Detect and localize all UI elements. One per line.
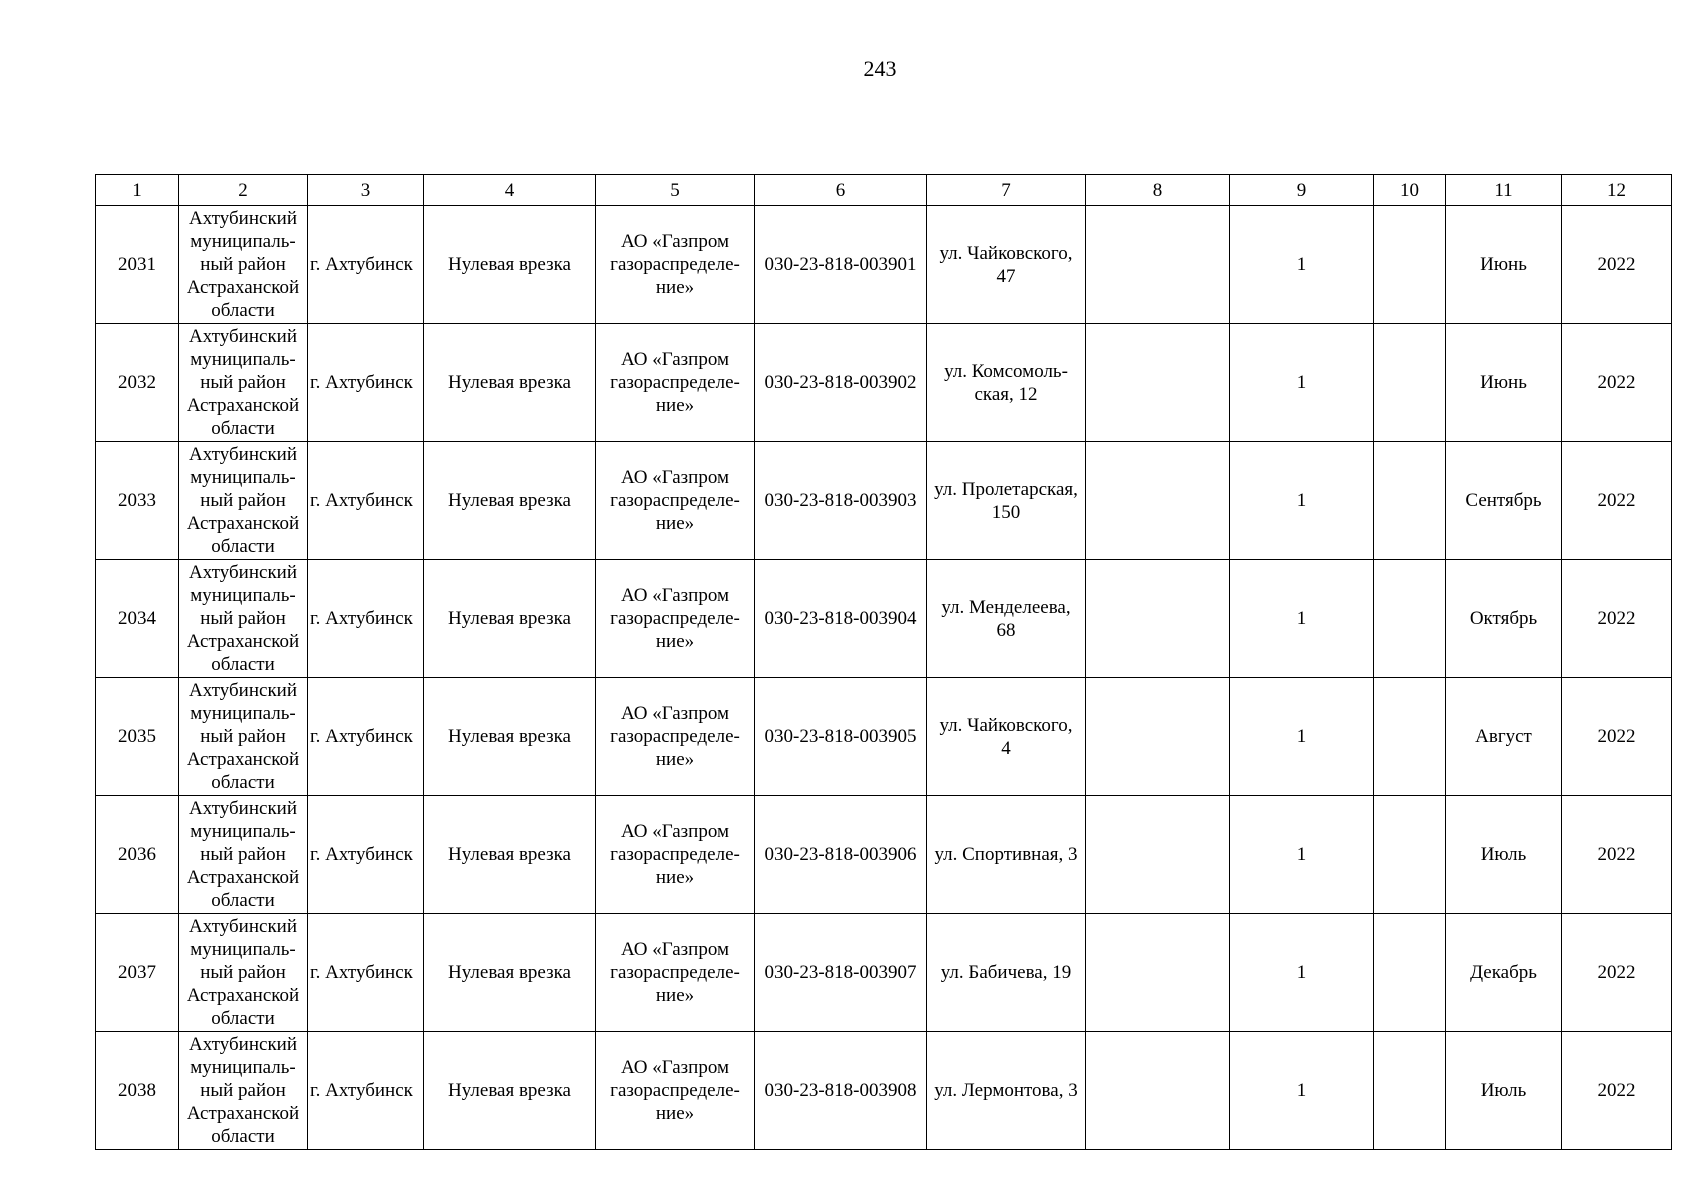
month-cell: Июнь (1446, 324, 1562, 442)
address-cell: ул. Спортивная, 3 (927, 796, 1086, 914)
table-row (96, 678, 1672, 796)
table-row (96, 206, 1672, 324)
column-header: 3 (308, 175, 424, 206)
district-cell: Ахтубинский муниципаль- ный район Астраханской области (179, 1032, 308, 1150)
work-type-cell: Нулевая врезка (424, 560, 596, 678)
column-header: 8 (1086, 175, 1230, 206)
object-code-cell: 030-23-818-003901 (755, 206, 927, 324)
organization-cell: АО «Газпром газораспределе- ние» (596, 678, 755, 796)
header-row (96, 175, 1672, 206)
quantity-cell: 1 (1230, 206, 1374, 324)
quantity-cell: 1 (1230, 678, 1374, 796)
column-header: 11 (1446, 175, 1562, 206)
organization-cell: АО «Газпром газораспределе- ние» (596, 796, 755, 914)
object-code-cell: 030-23-818-003907 (755, 914, 927, 1032)
column-header: 12 (1562, 175, 1672, 206)
work-type-cell: Нулевая врезка (424, 914, 596, 1032)
table-row (96, 796, 1672, 914)
month-cell: Октябрь (1446, 560, 1562, 678)
year-cell: 2022 (1562, 678, 1672, 796)
table-row (96, 1032, 1672, 1150)
table-row (96, 560, 1672, 678)
column-10-cell (1374, 206, 1446, 324)
work-type-cell: Нулевая врезка (424, 206, 596, 324)
object-code-cell: 030-23-818-003908 (755, 1032, 927, 1150)
address-cell: ул. Комсомоль- ская, 12 (927, 324, 1086, 442)
row-number-cell: 2037 (96, 914, 179, 1032)
column-header: 5 (596, 175, 755, 206)
table-row (96, 914, 1672, 1032)
column-8-cell (1086, 206, 1230, 324)
district-cell: Ахтубинский муниципаль- ный район Астраханской области (179, 914, 308, 1032)
row-number-cell: 2032 (96, 324, 179, 442)
column-8-cell (1086, 678, 1230, 796)
work-type-cell: Нулевая врезка (424, 442, 596, 560)
work-type-cell: Нулевая врезка (424, 678, 596, 796)
object-code-cell: 030-23-818-003904 (755, 560, 927, 678)
locality-cell: г. Ахтубинск (308, 560, 424, 678)
quantity-cell: 1 (1230, 324, 1374, 442)
column-8-cell (1086, 1032, 1230, 1150)
column-10-cell (1374, 678, 1446, 796)
district-cell: Ахтубинский муниципаль- ный район Астраханской области (179, 206, 308, 324)
month-cell: Июнь (1446, 206, 1562, 324)
column-10-cell (1374, 442, 1446, 560)
locality-cell: г. Ахтубинск (308, 678, 424, 796)
month-cell: Июль (1446, 1032, 1562, 1150)
address-cell: ул. Пролетарская, 150 (927, 442, 1086, 560)
year-cell: 2022 (1562, 796, 1672, 914)
quantity-cell: 1 (1230, 796, 1374, 914)
column-header: 6 (755, 175, 927, 206)
column-header: 10 (1374, 175, 1446, 206)
object-code-cell: 030-23-818-003906 (755, 796, 927, 914)
year-cell: 2022 (1562, 206, 1672, 324)
quantity-cell: 1 (1230, 914, 1374, 1032)
district-cell: Ахтубинский муниципаль- ный район Астраханской области (179, 324, 308, 442)
locality-cell: г. Ахтубинск (308, 442, 424, 560)
year-cell: 2022 (1562, 442, 1672, 560)
work-type-cell: Нулевая врезка (424, 1032, 596, 1150)
address-cell: ул. Менделеева, 68 (927, 560, 1086, 678)
object-code-cell: 030-23-818-003905 (755, 678, 927, 796)
column-8-cell (1086, 324, 1230, 442)
work-type-cell: Нулевая врезка (424, 796, 596, 914)
column-header: 2 (179, 175, 308, 206)
organization-cell: АО «Газпром газораспределе- ние» (596, 914, 755, 1032)
work-type-cell: Нулевая врезка (424, 324, 596, 442)
data-table (95, 174, 1672, 1150)
column-10-cell (1374, 560, 1446, 678)
column-10-cell (1374, 796, 1446, 914)
year-cell: 2022 (1562, 560, 1672, 678)
district-cell: Ахтубинский муниципаль- ный район Астраханской области (179, 678, 308, 796)
locality-cell: г. Ахтубинск (308, 1032, 424, 1150)
month-cell: Август (1446, 678, 1562, 796)
organization-cell: АО «Газпром газораспределе- ние» (596, 442, 755, 560)
year-cell: 2022 (1562, 324, 1672, 442)
month-cell: Декабрь (1446, 914, 1562, 1032)
organization-cell: АО «Газпром газораспределе- ние» (596, 1032, 755, 1150)
column-10-cell (1374, 324, 1446, 442)
address-cell: ул. Чайковского, 47 (927, 206, 1086, 324)
locality-cell: г. Ахтубинск (308, 914, 424, 1032)
row-number-cell: 2035 (96, 678, 179, 796)
object-code-cell: 030-23-818-003903 (755, 442, 927, 560)
year-cell: 2022 (1562, 1032, 1672, 1150)
year-cell: 2022 (1562, 914, 1672, 1032)
address-cell: ул. Чайковского, 4 (927, 678, 1086, 796)
row-number-cell: 2031 (96, 206, 179, 324)
column-header: 9 (1230, 175, 1374, 206)
row-number-cell: 2033 (96, 442, 179, 560)
table-row (96, 442, 1672, 560)
district-cell: Ахтубинский муниципаль- ный район Астраханской области (179, 560, 308, 678)
column-10-cell (1374, 914, 1446, 1032)
column-8-cell (1086, 442, 1230, 560)
month-cell: Сентябрь (1446, 442, 1562, 560)
object-code-cell: 030-23-818-003902 (755, 324, 927, 442)
row-number-cell: 2038 (96, 1032, 179, 1150)
locality-cell: г. Ахтубинск (308, 324, 424, 442)
page-number: 243 (863, 56, 897, 81)
district-cell: Ахтубинский муниципаль- ный район Астраханской области (179, 796, 308, 914)
column-header: 7 (927, 175, 1086, 206)
address-cell: ул. Лермонтова, 3 (927, 1032, 1086, 1150)
column-10-cell (1374, 1032, 1446, 1150)
organization-cell: АО «Газпром газораспределе- ние» (596, 206, 755, 324)
column-header: 1 (96, 175, 179, 206)
quantity-cell: 1 (1230, 1032, 1374, 1150)
column-8-cell (1086, 560, 1230, 678)
locality-cell: г. Ахтубинск (308, 206, 424, 324)
organization-cell: АО «Газпром газораспределе- ние» (596, 324, 755, 442)
table-row (96, 324, 1672, 442)
month-cell: Июль (1446, 796, 1562, 914)
address-cell: ул. Бабичева, 19 (927, 914, 1086, 1032)
row-number-cell: 2034 (96, 560, 179, 678)
column-header: 4 (424, 175, 596, 206)
quantity-cell: 1 (1230, 560, 1374, 678)
column-8-cell (1086, 914, 1230, 1032)
column-8-cell (1086, 796, 1230, 914)
organization-cell: АО «Газпром газораспределе- ние» (596, 560, 755, 678)
locality-cell: г. Ахтубинск (308, 796, 424, 914)
district-cell: Ахтубинский муниципаль- ный район Астраханской области (179, 442, 308, 560)
quantity-cell: 1 (1230, 442, 1374, 560)
row-number-cell: 2036 (96, 796, 179, 914)
